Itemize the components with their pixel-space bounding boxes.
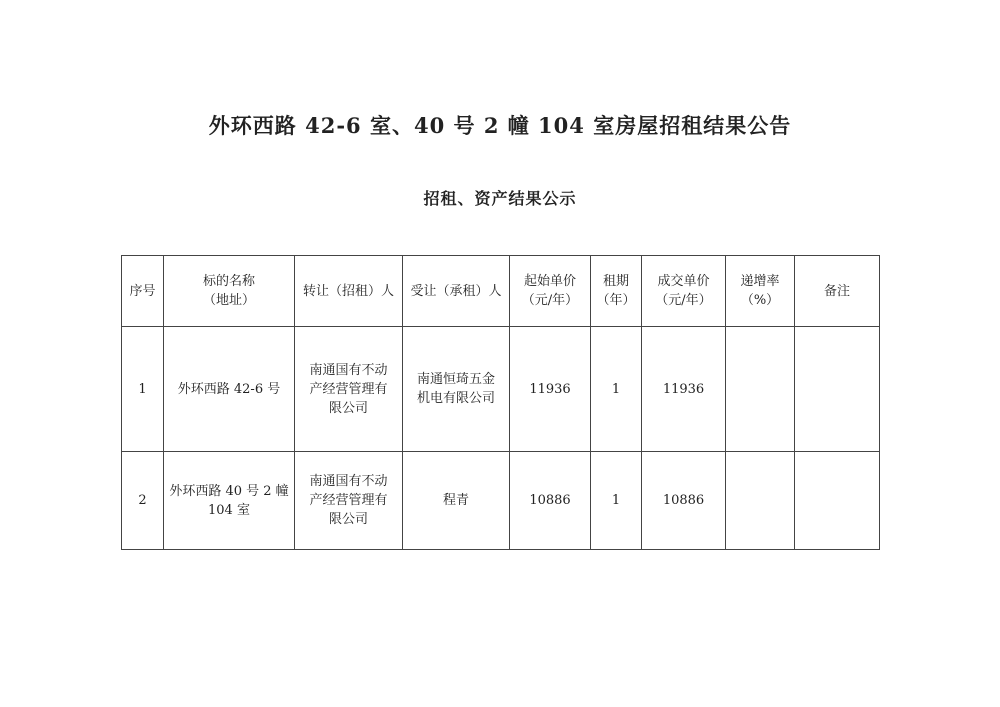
document-subtitle: 招租、资产结果公示 xyxy=(423,189,577,208)
cell-name: 外环西路 40 号 2 幢 104 室 xyxy=(164,452,295,550)
rental-result-table xyxy=(121,255,880,550)
cell-lessee: 南通恒琦五金 机电有限公司 xyxy=(403,327,510,452)
cell-term: 1 xyxy=(591,452,642,550)
cell-lessor: 南通国有不动 产经营管理有 限公司 xyxy=(295,452,403,550)
cell-remarks xyxy=(795,452,880,550)
cell-increase-rate xyxy=(726,452,795,550)
header-lessee: 受让（承租）人 xyxy=(403,256,510,327)
cell-start-price: 10886 xyxy=(510,452,591,550)
cell-seq: 2 xyxy=(122,452,164,550)
cell-deal-price: 11936 xyxy=(642,327,726,452)
cell-increase-rate xyxy=(726,327,795,452)
cell-deal-price: 10886 xyxy=(642,452,726,550)
cell-remarks xyxy=(795,327,880,452)
header-name: 标的名称 （地址） xyxy=(164,256,295,327)
header-start-price: 起始单价 （元/年） xyxy=(510,256,591,327)
header-increase-rate: 递增率 （%） xyxy=(726,256,795,327)
header-term: 租期 （年） xyxy=(591,256,642,327)
table-header-row xyxy=(122,256,880,327)
cell-name: 外环西路 42-6 号 xyxy=(164,327,295,452)
header-lessor: 转让（招租）人 xyxy=(295,256,403,327)
cell-seq: 1 xyxy=(122,327,164,452)
header-remarks: 备注 xyxy=(795,256,880,327)
cell-lessor: 南通国有不动 产经营管理有 限公司 xyxy=(295,327,403,452)
header-deal-price: 成交单价 （元/年） xyxy=(642,256,726,327)
cell-start-price: 11936 xyxy=(510,327,591,452)
table-row xyxy=(122,327,880,452)
document-title: 外环西路 42-6 室、40 号 2 幢 104 室房屋招租结果公告 xyxy=(208,113,792,138)
cell-lessee: 程青 xyxy=(403,452,510,550)
cell-term: 1 xyxy=(591,327,642,452)
table-row xyxy=(122,452,880,550)
header-seq: 序号 xyxy=(122,256,164,327)
